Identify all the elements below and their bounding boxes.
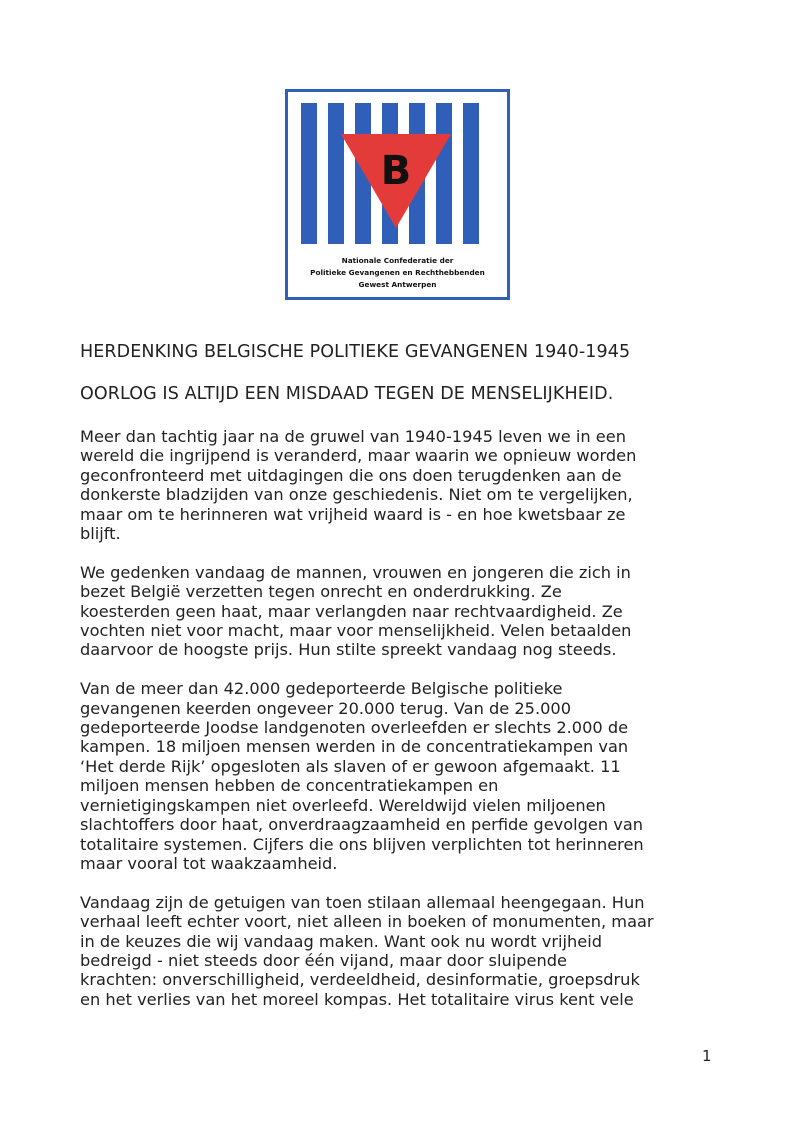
text-line: bedreigd - niet steeds door één vijand, maar door sluipende — [80, 950, 567, 970]
text-line: vochten niet voor macht, maar voor menselijkheid. Velen betaalden — [80, 621, 632, 641]
text-line: slachtoffers door haat, onverdraagzaamheid en perfide gevolgen van — [80, 815, 644, 835]
document-subtitle: OORLOG IS ALTIJD EEN MISDAAD TEGEN DE MENSELIJKHEID. — [80, 384, 614, 404]
text-line: miljoen mensen hebben de concentratiekampen en — [80, 776, 499, 796]
text-line: ‘Het derde Rijk’ opgesloten als slaven of er gewoon afgemaakt. 11 — [80, 756, 621, 776]
text-line: gedeporteerde Joodse landgenoten overleefden er slechts 2.000 de — [80, 718, 629, 738]
paragraph-4 — [80, 893, 720, 1009]
body-text — [80, 427, 720, 1029]
text-line: geconfronteerd met uitdagingen die ons doen terugdenken aan de — [80, 465, 622, 485]
document-title: HERDENKING BELGISCHE POLITIEKE GEVANGENEN 1940-1945 — [80, 342, 631, 362]
paragraph-3 — [80, 679, 720, 873]
paragraph-2 — [80, 563, 720, 660]
text-line: wereld die ingrijpend is veranderd, maar waarin we opnieuw worden — [80, 446, 637, 466]
paragraph-1 — [80, 427, 720, 543]
text-line: bezet België verzetten tegen onrecht en onderdrukking. Ze — [80, 582, 562, 602]
page-number: 1 — [702, 1047, 712, 1065]
text-line: Vandaag zijn de getuigen van toen stilaan allemaal heengegaan. Hun — [80, 892, 645, 912]
text-line: Meer dan tachtig jaar na de gruwel van 1940-1945 leven we in een — [80, 427, 626, 446]
text-line: donkerste bladzijden van onze geschiedenis. Niet om te vergelijken, — [80, 485, 633, 505]
logo-letter: B — [380, 148, 412, 194]
text-line: blijft. — [80, 524, 121, 544]
logo-line: Gewest Antwerpen — [358, 280, 437, 289]
logo-line: Nationale Confederatie der — [341, 256, 454, 265]
text-line: totalitaire systemen. Cijfers die ons blijven verplichten tot herinneren — [80, 834, 644, 854]
text-line: Van de meer dan 42.000 gedeporteerde Belgische politieke — [80, 679, 563, 699]
text-line: verhaal leeft echter voort, niet alleen in boeken of monumenten, maar — [80, 912, 654, 932]
logo-caption — [288, 255, 507, 291]
logo-line: Politieke Gevangenen en Rechthebbenden — [310, 268, 485, 277]
text-line: kampen. 18 miljoen mensen werden in de concentratiekampen van — [80, 737, 629, 757]
text-line: We gedenken vandaag de mannen, vrouwen en jongeren die zich in — [80, 562, 631, 582]
text-line: maar vooral tot waakzaamheid. — [80, 853, 338, 873]
text-line: gevangenen keerden ongeveer 20.000 terug. Van de 25.000 — [80, 698, 572, 718]
organization-logo — [285, 89, 510, 300]
text-line: en het verlies van het moreel kompas. Het totalitaire virus kent vele — [80, 989, 634, 1009]
text-line: vernietigingskampen niet overleefd. Wereldwijd vielen miljoenen — [80, 795, 606, 815]
text-line: daarvoor de hoogste prijs. Hun stilte spreekt vandaag nog steeds. — [80, 640, 617, 660]
text-line: maar om te herinneren wat vrijheid waard is - en hoe kwetsbaar ze — [80, 504, 626, 524]
text-line: krachten: onverschilligheid, verdeeldheid, desinformatie, groepsdruk — [80, 970, 640, 990]
text-line: in de keuzes die wij vandaag maken. Want ook nu wordt vrijheid — [80, 931, 603, 951]
text-line: koesterden geen haat, maar verlangden naar rechtvaardigheid. Ze — [80, 601, 623, 621]
